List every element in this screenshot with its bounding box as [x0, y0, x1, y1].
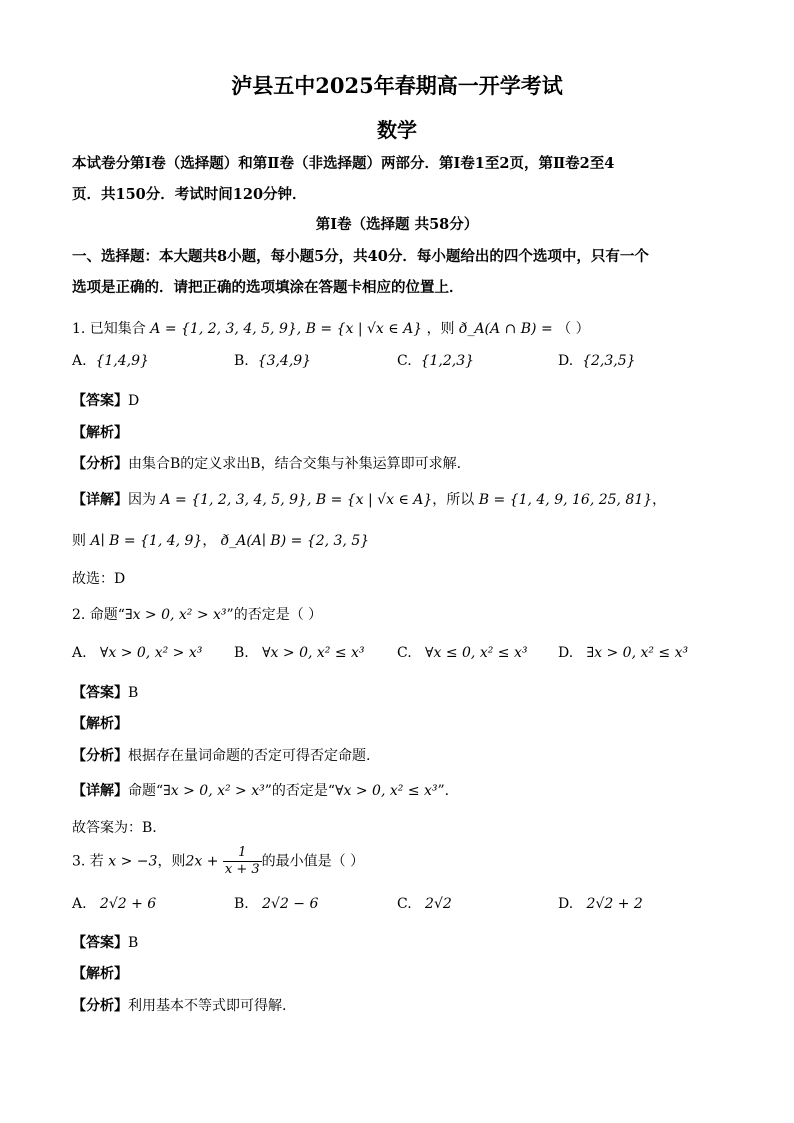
- q1-detail-line-1: 【详解】因为 A = {1, 2, 3, 4, 5, 9}, B = {x | √x ∈ A}，所以 B = {1, 4, 9, 16, 25, 81}，: [72, 492, 667, 508]
- q2-fenxi: 【分析】根据存在量词命题的否定可得否定命题.: [72, 748, 371, 764]
- q3-fenxi: 【分析】利用基本不等式即可得解.: [72, 998, 287, 1014]
- q1-complement-formula: ð_A(A ∩ B) =: [459, 321, 553, 337]
- q2-detail: 【详解】命题“∃x > 0, x² > x³”的否定是“∀x > 0, x² ≤ x³”.: [72, 783, 450, 799]
- section-instruction-2: 选项是正确的．请把正确的选项填涂在答题卡相应的位置上．: [72, 279, 464, 296]
- intro-line-1: 本试卷分第Ⅰ卷（选择题）和第Ⅱ卷（非选择题）两部分．第Ⅰ卷1至2页，第Ⅱ卷2至4: [72, 155, 615, 172]
- q1-prefix: 1. 已知集合: [72, 321, 146, 337]
- q3-option-b: B. 2√2 − 6: [234, 896, 319, 912]
- q3-analysis-tag: 【解析】: [72, 966, 128, 982]
- q3-answer: 【答案】B: [72, 935, 139, 951]
- q1-option-b: B. {3,4,9}: [234, 353, 312, 369]
- q1-conclusion: 故选：D: [72, 571, 126, 587]
- q3-option-c: C. 2√2: [397, 896, 452, 912]
- section-instruction-1: 一、选择题：本大题共8小题，每小题5分，共40分．每小题给出的四个选项中，只有一个: [72, 248, 649, 265]
- q3-option-d: D. 2√2 + 2: [558, 896, 643, 912]
- q1-option-a: A. {1,4,9}: [72, 353, 149, 369]
- q1-analysis-tag: 【解析】: [72, 425, 128, 441]
- q2-answer: 【答案】B: [72, 685, 139, 701]
- q1-answer: 【答案】D: [72, 393, 140, 409]
- q1-option-c: C. {1,2,3}: [397, 353, 475, 369]
- q2-option-d: D. ∃x > 0, x² ≤ x³: [558, 645, 689, 661]
- question-2-stem: 2. 命题“∃x > 0, x² > x³”的否定是（ ）: [72, 607, 323, 623]
- q2-conclusion: 故答案为：B.: [72, 820, 157, 836]
- q1-fenxi: 【分析】由集合B的定义求出B，结合交集与补集运算即可求解.: [72, 456, 462, 472]
- q2-option-a: A. ∀x > 0, x² > x³: [72, 645, 203, 661]
- q1-suffix: （ ）: [557, 321, 590, 337]
- page-title: 泸县五中2025年春期高一开学考试: [231, 73, 563, 98]
- subject-heading: 数学: [377, 118, 417, 142]
- q1-option-d: D. {2,3,5}: [558, 353, 636, 369]
- question-1-stem: [72, 318, 590, 338]
- section-title: 第Ⅰ卷（选择题 共58分）: [315, 216, 479, 233]
- q1-sets-formula: A = {1, 2, 3, 4, 5, 9}, B = {x | √x ∈ A}: [150, 321, 423, 337]
- q3-fraction: $\frac{1}{x + 3}$: [224, 845, 260, 877]
- q2-option-b: B. ∀x > 0, x² ≤ x³: [234, 645, 365, 661]
- q1-mid: ，则: [426, 321, 455, 337]
- q3-option-a: A. 2√2 + 6: [72, 896, 157, 912]
- q2-option-c: C. ∀x ≤ 0, x² ≤ x³: [397, 645, 528, 661]
- intro-line-2: 页．共150分．考试时间120分钟．: [72, 186, 307, 203]
- question-3-stem: 3. 若 x > −3，则2x + $\frac{1}{x + 3}$ 的最小值是（ ）: [72, 845, 365, 877]
- q1-detail-line-2: 则 A∣ B = {1, 4, 9}， ð_A(A∣ B) = {2, 3, 5}: [72, 533, 370, 549]
- q2-analysis-tag: 【解析】: [72, 716, 128, 732]
